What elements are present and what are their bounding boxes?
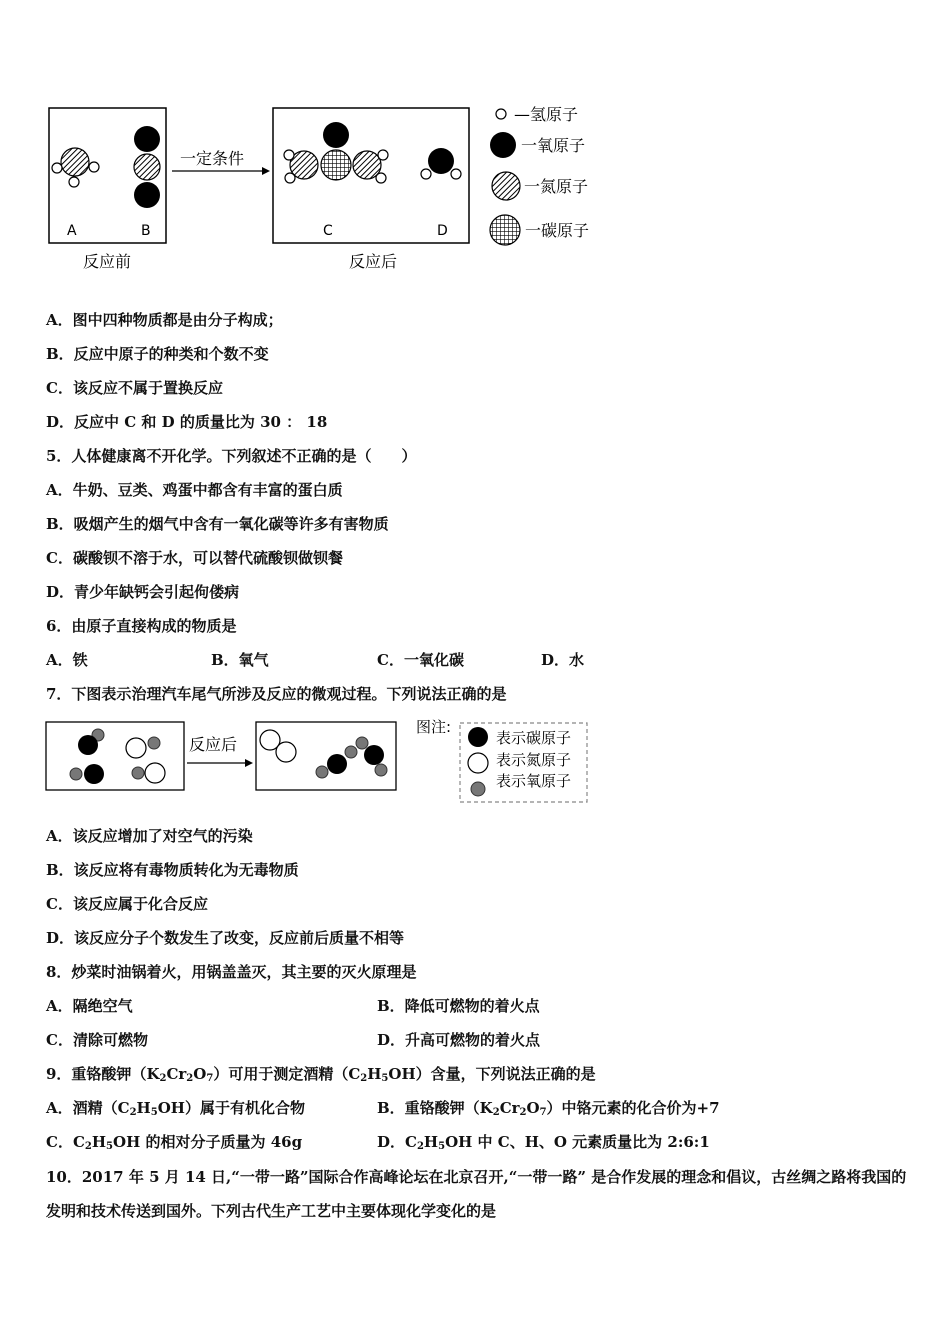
q5-stem: 5．人体健康离不开化学。下列叙述不正确的是（ ） [46, 447, 417, 465]
q7-arrow-head [245, 759, 253, 767]
q7-arrow-label: 反应后 [189, 735, 238, 754]
svg-text:—氢原子: —氢原子 [514, 105, 579, 124]
q8-option-a: A．隔绝空气 [46, 997, 133, 1015]
svg-text:表示氮原子: 表示氮原子 [496, 751, 572, 769]
q4-option-d: D．反应中 C 和 D 的质量比为 30 ： 18 [46, 413, 328, 431]
label-a: A [67, 223, 77, 239]
q9-stem: 9．重铬酸钾$(K_2Cr_2O_7)$可用于测定酒精$(C_2H_5OH)$含量，下列说法正确的是 [46, 1065, 596, 1084]
q5-option-a: A．牛奶、豆类、鸡蛋中都含有丰富的蛋白质 [46, 481, 343, 499]
q8-option-b: B．降低可燃物的着火点 [377, 997, 540, 1015]
label-b: B [141, 223, 151, 239]
q7-stem: 7．下图表示治理汽车尾气所涉及反应的微观过程。下列说法正确的是 [46, 685, 507, 703]
q10-stem: 10．2017 年 5 月 14 日,“一带一路”国际合作高峰论坛在北京召开,“一带一路” 是合作发展的理念和倡议，古丝绸之路将我国的发明和技术传送到国外。下列古代生产工艺中主要体现化学变化的是 [46, 1168, 907, 1220]
q7-before-box [46, 722, 184, 790]
condition-label: 一定条件 [180, 149, 245, 168]
molecule-d [421, 148, 461, 179]
reaction-arrow-head [262, 167, 270, 175]
q7-legend-nitrogen [468, 751, 571, 773]
q6-option-d: D．水 [541, 651, 585, 669]
q8-stem: 8．炒菜时油锅着火，用锅盖盖灭，其主要的灭火原理是 [46, 963, 417, 981]
q4-option-b: B．反应中原子的种类和个数不变 [46, 345, 269, 363]
reaction-diagram [40, 95, 620, 280]
legend-carbon [490, 215, 589, 245]
q8-option-c: C．清除可燃物 [46, 1031, 148, 1049]
q7-legend-carbon [468, 727, 571, 747]
q5-option-b: B．吸烟产生的烟气中含有一氧化碳等许多有害物质 [46, 515, 389, 533]
legend-hydrogen [496, 105, 578, 124]
q7-legend-oxygen [471, 772, 571, 796]
molecule-a [52, 148, 99, 187]
q7-option-a: A．该反应增加了对空气的污染 [46, 827, 253, 845]
q4-option-a: A．图中四种物质都是由分子构成； [46, 311, 283, 329]
q7-legend-title: 图注: [416, 718, 452, 736]
q9-option-c: C．$C_2H_5OH$ 的相对分子质量为 46g [46, 1133, 303, 1152]
q7-option-b: B．该反应将有毒物质转化为无毒物质 [46, 861, 299, 879]
q7-option-c: C．该反应属于化合反应 [46, 895, 208, 913]
q5-option-c: C．碳酸钡不溶于水，可以替代硫酸钡做钡餐 [46, 549, 343, 567]
q8-option-d: D．升高可燃物的着火点 [377, 1031, 541, 1049]
molecule-b [134, 126, 160, 208]
svg-text:表示碳原子: 表示碳原子 [496, 729, 572, 747]
legend-oxygen [490, 132, 585, 158]
molecule-c [284, 122, 388, 183]
q6-option-a: A．铁 [46, 651, 88, 669]
svg-text:一氧原子: 一氧原子 [521, 136, 586, 155]
svg-text:一氮原子: 一氮原子 [524, 177, 589, 196]
q7-after-molecules [260, 730, 387, 778]
q9-option-d: D．$C_2H_5OH$ 中 C、H、O 元素质量比为 2:6:1 [377, 1133, 710, 1152]
q7-option-d: D．该反应分子个数发生了改变，反应前后质量不相等 [46, 929, 405, 947]
exhaust-reaction-diagram [40, 710, 600, 810]
after-label: 反应后 [349, 252, 398, 271]
svg-text:表示氧原子: 表示氧原子 [496, 772, 572, 790]
q9-option-a: A．酒精$(C_2H_5OH)$属于有机化合物 [46, 1099, 305, 1118]
before-label: 反应前 [83, 252, 132, 271]
q4-option-c: C．该反应不属于置换反应 [46, 379, 223, 397]
legend-nitrogen [492, 172, 588, 200]
q9-option-b: B．重铬酸钾$(K_2Cr_2O_7)$中铬元素的化合价为+7 [377, 1099, 720, 1118]
q7-before-molecules [70, 729, 165, 784]
label-c: C [323, 223, 333, 239]
label-d: D [437, 223, 448, 239]
q6-option-c: C．一氧化碳 [377, 651, 464, 669]
q5-option-d: D．青少年缺钙会引起佝偻病 [46, 583, 240, 601]
q6-option-b: B．氧气 [211, 651, 269, 669]
svg-text:一碳原子: 一碳原子 [525, 221, 590, 240]
q6-stem: 6．由原子直接构成的物质是 [46, 617, 237, 635]
